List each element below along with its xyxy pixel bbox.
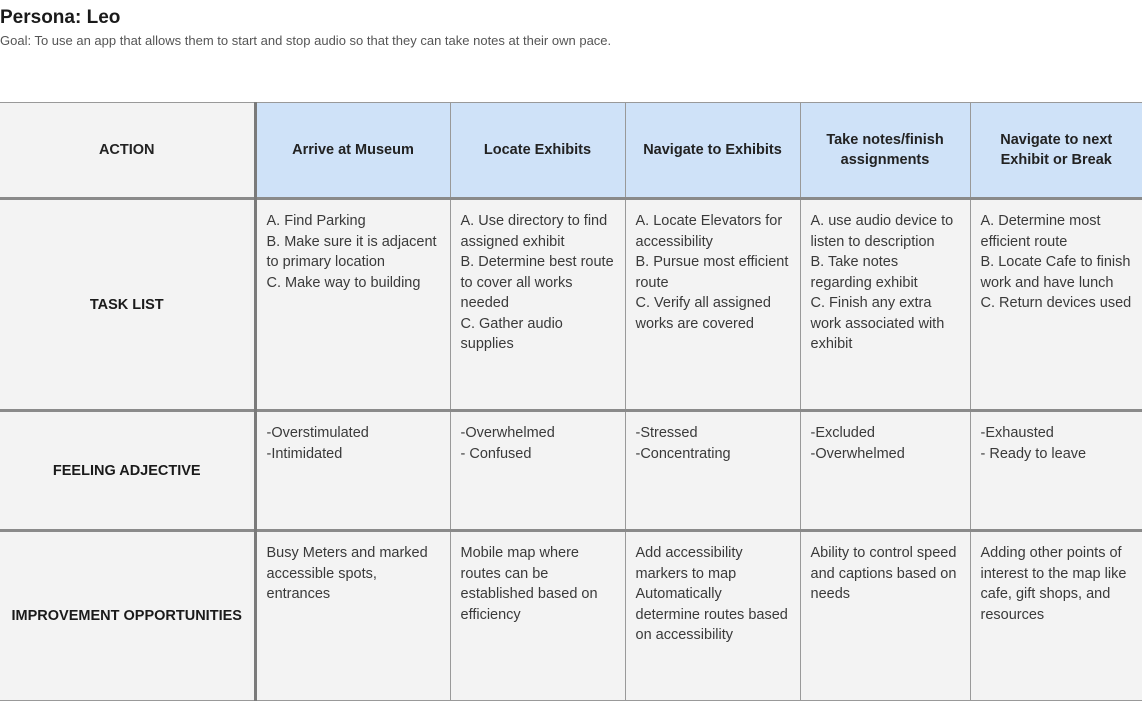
cell-line: -Concentrating	[635, 445, 731, 462]
cell-line: B. Take notes regarding exhibit	[810, 254, 918, 291]
table-cell	[625, 199, 800, 411]
stage-header: Take notes/finish assignments	[800, 103, 970, 199]
task-list-row	[0, 199, 1142, 411]
stage-header: Navigate to Exhibits	[625, 103, 800, 199]
table-cell	[800, 199, 970, 411]
table-cell	[450, 531, 625, 701]
table-cell	[800, 531, 970, 701]
table-cell	[625, 531, 800, 701]
cell-line: A. Determine most efficient route	[980, 213, 1101, 250]
cell-line: Mobile map where routes can be established based on efficiency	[460, 545, 598, 623]
row-label-improvement: IMPROVEMENT OPPORTUNITIES	[0, 531, 255, 701]
improvement-row	[0, 531, 1142, 701]
cell-line: B. Locate Cafe to finish work and have lunch	[980, 254, 1131, 291]
cell-line: -Stressed	[635, 425, 698, 441]
cell-line: -Overwhelmed	[460, 425, 555, 441]
cell-line: A. Find Parking	[266, 213, 366, 229]
persona-goal: Goal: To use an app that allows them to start and stop audio so that they can take notes at their own pace.	[0, 33, 612, 48]
journey-map-table	[0, 102, 1142, 701]
cell-line: C. Return devices used	[980, 295, 1132, 311]
cell-line: Ability to control speed and captions based on needs	[810, 545, 957, 602]
cell-line: A. Use directory to find assigned exhibit	[460, 213, 608, 250]
cell-line: Automatically determine routes based on accessibility	[635, 586, 788, 643]
table-cell	[255, 411, 450, 531]
cell-line: C. Make way to building	[266, 274, 421, 291]
table-cell	[450, 199, 625, 411]
header-row	[0, 103, 1142, 199]
cell-line: -Exhausted	[980, 425, 1054, 441]
cell-line: Add accessibility markers to map	[635, 545, 743, 582]
cell-line: Busy Meters and marked accessible spots, entrances	[266, 545, 428, 602]
feeling-row	[0, 411, 1142, 531]
cell-line: B. Make sure it is adjacent to primary location	[266, 233, 437, 270]
cell-line: A. Locate Elevators for accessibility	[635, 213, 783, 250]
table-cell	[625, 411, 800, 531]
cell-line: A. use audio device to listen to description	[810, 213, 954, 250]
cell-line: C. Finish any extra work associated with exhibit	[810, 295, 945, 352]
cell-line: C. Verify all assigned works are covered	[635, 295, 771, 332]
table-cell	[450, 411, 625, 531]
stage-header: Navigate to next Exhibit or Break	[970, 103, 1142, 199]
cell-line: - Confused	[460, 445, 532, 462]
persona-header	[0, 6, 780, 49]
cell-line: - Ready to leave	[980, 445, 1087, 462]
persona-title: Persona: Leo	[0, 7, 121, 28]
corner-label: ACTION	[0, 103, 255, 199]
row-label-task-list: TASK LIST	[0, 199, 255, 411]
table-cell	[800, 411, 970, 531]
cell-line: B. Determine best route to cover all works needed	[460, 254, 614, 311]
cell-line: B. Pursue most efficient route	[635, 254, 789, 291]
cell-line: -Overstimulated	[266, 425, 369, 441]
stage-header: Locate Exhibits	[450, 103, 625, 199]
cell-line: Adding other points of interest to the map like cafe, gift shops, and resources	[980, 545, 1127, 623]
table-cell	[970, 199, 1142, 411]
table-cell	[255, 531, 450, 701]
table-cell	[970, 531, 1142, 701]
cell-line: -Overwhelmed	[810, 445, 905, 462]
cell-line: C. Gather audio supplies	[460, 315, 563, 352]
stage-header: Arrive at Museum	[255, 103, 450, 199]
table-cell	[255, 199, 450, 411]
cell-line: -Intimidated	[266, 445, 343, 462]
row-label-feeling: FEELING ADJECTIVE	[0, 411, 255, 531]
table-cell	[970, 411, 1142, 531]
cell-line: -Excluded	[810, 425, 875, 441]
